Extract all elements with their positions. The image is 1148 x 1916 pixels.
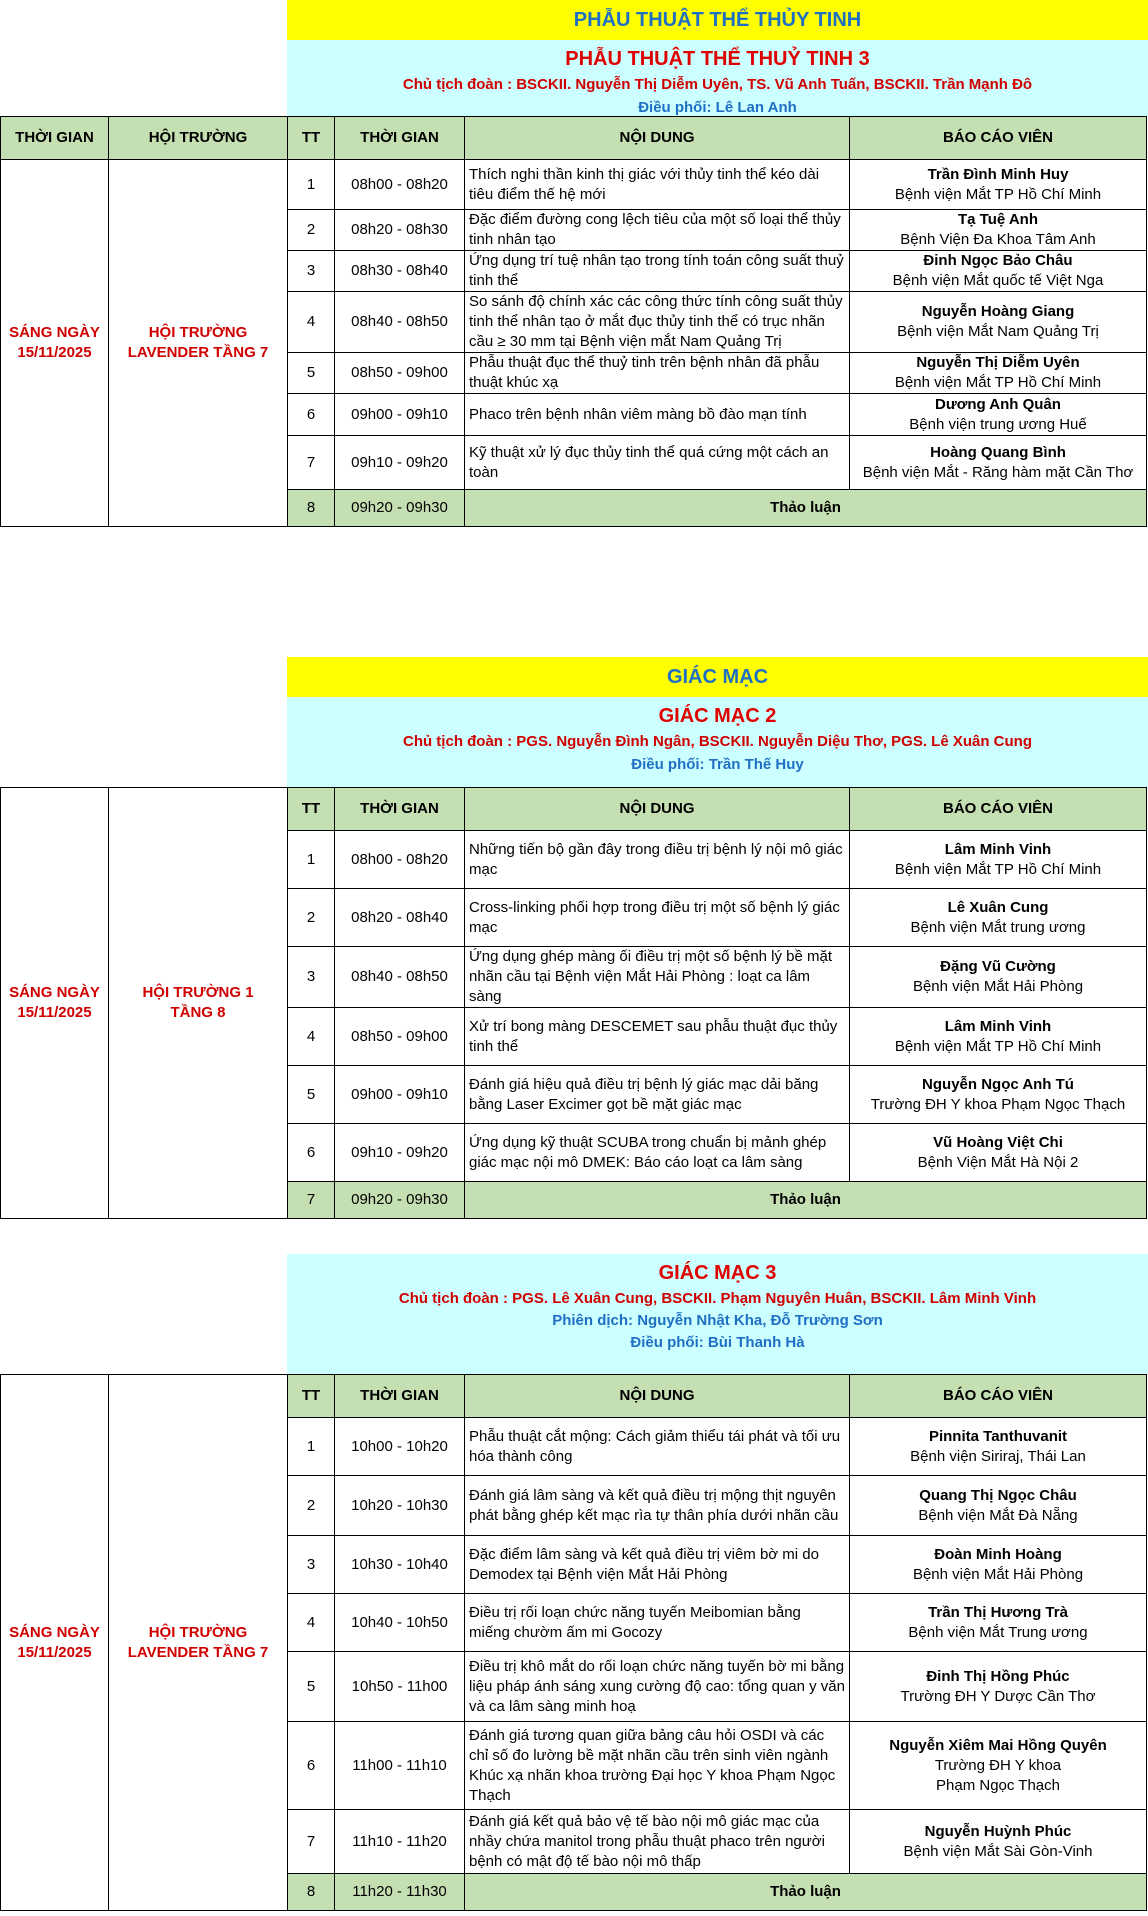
time-slot: 09h00 - 09h10	[335, 394, 465, 436]
time-slot: 08h50 - 09h00	[335, 353, 465, 394]
time-slot: 10h00 - 10h20	[335, 1418, 465, 1476]
speaker-organization: Bệnh viện Mắt Trung ương	[908, 1623, 1088, 1641]
column-header: HỘI TRƯỜNG	[109, 117, 288, 160]
column-header: BÁO CÁO VIÊN	[850, 788, 1147, 831]
session-title: GIÁC MẠC 2	[658, 705, 777, 727]
speaker-organization: Bệnh viện Mắt Nam Quảng Trị	[897, 323, 1099, 340]
speaker-name: Đặng Vũ Cường	[940, 958, 1056, 975]
time-slot: 08h40 - 08h50	[335, 947, 465, 1008]
speaker-name: Lâm Minh Vinh	[944, 1017, 1052, 1035]
speaker	[850, 1810, 1147, 1874]
talk-title: Đánh giá kết quả bảo vệ tế bào nội mô giác mạc của nhầy chứa manitol trong phẫu thuật phaco trên người bệnh có mật độ tế bào nội mô thấp	[465, 1810, 850, 1874]
item-number: 6	[288, 1722, 335, 1810]
talk-title: Ứng dụng trí tuệ nhân tạo trong tính toán công suất thuỷ tinh thể	[465, 251, 850, 292]
column-header: NỘI DUNG	[465, 1375, 850, 1418]
time-slot: 10h30 - 10h40	[335, 1536, 465, 1594]
time-slot: 11h20 - 11h30	[335, 1874, 465, 1911]
item-number: 7	[288, 1182, 335, 1219]
time-slot: 10h40 - 10h50	[335, 1594, 465, 1652]
column-header: THỜI GIAN	[335, 117, 465, 160]
speaker-organization: Trường ĐH Y khoa Phạm Ngọc Thạch	[934, 1756, 1062, 1794]
speaker-name: Quang Thị Ngọc Châu	[919, 1486, 1077, 1504]
item-number: 4	[288, 292, 335, 353]
time-slot: 08h00 - 08h20	[335, 831, 465, 889]
talk-title: Xử trí bong màng DESCEMET sau phẫu thuật đục thủy tinh thể	[465, 1008, 850, 1066]
speaker	[850, 831, 1147, 889]
speaker-organization: Bệnh viện Mắt Đà Nẵng	[918, 1506, 1078, 1524]
speaker-name: Nguyễn Hoàng Giang	[921, 303, 1075, 320]
item-number: 5	[288, 353, 335, 394]
column-header: THỜI GIAN	[335, 788, 465, 831]
session-header	[287, 1254, 1148, 1374]
session-header	[287, 697, 1148, 787]
talk-title: Phaco trên bệnh nhân viêm màng bồ đào mạn tính	[465, 394, 850, 436]
column-header: THỜI GIAN	[335, 1375, 465, 1418]
item-number: 8	[288, 1874, 335, 1911]
time-slot: 09h20 - 09h30	[335, 1182, 465, 1219]
time-slot: 08h30 - 08h40	[335, 251, 465, 292]
speaker	[850, 1594, 1147, 1652]
time-slot: 08h00 - 08h20	[335, 160, 465, 210]
speaker-organization: Bệnh viện Mắt Sài Gòn-Vinh	[903, 1842, 1093, 1860]
item-number: 3	[288, 947, 335, 1008]
speaker-name: Lê Xuân Cung	[947, 898, 1049, 916]
chair-line: Chủ tịch đoàn : BSCKII. Nguyễn Thị Diễm Uyên, TS. Vũ Anh Tuấn, BSCKII. Trần Mạnh Đô	[402, 76, 1033, 93]
talk-title: Điều trị khô mắt do rối loạn chức năng tuyến bờ mi bằng liệu pháp ánh sáng xung cường độ cao: tổng quan y văn và ca lâm sàng minh hoạ	[465, 1652, 850, 1722]
speaker-name: Đoàn Minh Hoàng	[934, 1545, 1062, 1563]
time-slot: 09h00 - 09h10	[335, 1066, 465, 1124]
coordinator-line: Điều phối: Trần Thế Huy	[631, 756, 804, 773]
talk-title: Đặc điểm đường cong lệch tiêu của một số loại thể thủy tinh nhân tạo	[465, 210, 850, 251]
speaker	[850, 889, 1147, 947]
time-slot: 09h10 - 09h20	[335, 436, 465, 490]
column-header: NỘI DUNG	[465, 117, 850, 160]
time-slot: 11h00 - 11h10	[335, 1722, 465, 1810]
speaker-organization: Bệnh viện Mắt Hải Phòng	[912, 978, 1084, 995]
speaker-organization: Bệnh viện Mắt TP Hồ Chí Minh	[894, 1037, 1102, 1055]
talk-title: Kỹ thuật xử lý đục thủy tinh thể quá cứng một cách an toàn	[465, 436, 850, 490]
interpreter-line: Phiên dịch: Nguyễn Nhật Kha, Đỗ Trường Sơn	[552, 1312, 883, 1329]
speaker	[850, 1124, 1147, 1182]
speaker-organization: Bệnh viện Mắt TP Hồ Chí Minh	[894, 374, 1102, 391]
speaker	[850, 1008, 1147, 1066]
header-row	[1, 1375, 1147, 1418]
speaker	[850, 1536, 1147, 1594]
session-hall: HỘI TRƯỜNG LAVENDER TẦNG 7	[109, 1375, 288, 1911]
item-number: 7	[288, 436, 335, 490]
talk-title: Thích nghi thần kinh thị giác với thủy tinh thể kéo dài tiêu điểm thế hệ mới	[465, 160, 850, 210]
time-slot: 09h20 - 09h30	[335, 490, 465, 527]
session-hall: HỘI TRƯỜNG 1 TẦNG 8	[109, 788, 288, 1219]
speaker-name: Trần Đình Minh Huy	[927, 165, 1069, 183]
speaker-name: Hoàng Quang Bình	[930, 443, 1066, 461]
speaker-organization: Bệnh viện Mắt TP Hồ Chí Minh	[894, 185, 1102, 203]
speaker	[850, 251, 1147, 292]
column-header: TT	[288, 117, 335, 160]
header-row	[1, 117, 1147, 160]
schedule-table	[0, 116, 1147, 527]
time-slot: 08h50 - 09h00	[335, 1008, 465, 1066]
talk-title: Đánh giá tương quan giữa bảng câu hỏi OSDI và các chỉ số đo lường bề mặt nhãn cầu trên sinh viên ngành Khúc xạ nhãn khoa trường Đại học Y khoa Phạm Ngọc Thạch	[465, 1722, 850, 1810]
chair-line: Chủ tịch đoàn : PGS. Lê Xuân Cung, BSCKII. Phạm Nguyên Huân, BSCKII. Lâm Minh Vinh	[398, 1290, 1037, 1307]
talk-title: Phẫu thuật cắt mộng: Cách giảm thiểu tái phát và tối ưu hóa thành công	[465, 1418, 850, 1476]
item-number: 8	[288, 490, 335, 527]
discussion-label: Thảo luận	[465, 490, 1147, 527]
talk-title: Ứng dụng ghép màng ối điều trị một số bệnh lý bề mặt nhãn cầu tại Bệnh viện Mắt Hải Phòng : loạt ca lâm sàng	[465, 947, 850, 1008]
speaker-organization: Bệnh viện Mắt Hải Phòng	[912, 1565, 1084, 1583]
chair-line: Chủ tịch đoàn : PGS. Nguyễn Đình Ngân, BSCKII. Nguyễn Diệu Thơ, PGS. Lê Xuân Cung	[402, 733, 1033, 750]
speaker	[850, 436, 1147, 490]
track-banner: GIÁC MẠC	[287, 657, 1148, 697]
item-number: 2	[288, 210, 335, 251]
speaker-organization: Bệnh viện trung ương Huế	[909, 415, 1087, 433]
discussion-label: Thảo luận	[465, 1182, 1147, 1219]
speaker-organization: Trường ĐH Y khoa Phạm Ngọc Thạch	[870, 1095, 1126, 1113]
column-header: BÁO CÁO VIÊN	[850, 1375, 1147, 1418]
item-number: 2	[288, 1476, 335, 1536]
speaker	[850, 947, 1147, 1008]
talk-title: So sánh độ chính xác các công thức tính công suất thủy tinh thể nhân tạo ở mắt đục thủy tinh thể có trục nhãn cầu ≥ 30 mm tại Bệnh viện mắt Nam Quảng Trị	[465, 292, 850, 353]
session-day: SÁNG NGÀY 15/11/2025	[1, 788, 109, 1219]
item-number: 2	[288, 889, 335, 947]
discussion-label: Thảo luận	[465, 1874, 1147, 1911]
speaker	[850, 1418, 1147, 1476]
track-banner: PHẪU THUẬT THỂ THỦY TINH	[287, 0, 1148, 40]
speaker	[850, 1722, 1147, 1810]
speaker	[850, 160, 1147, 210]
talk-title: Cross-linking phối hợp trong điều trị một số bệnh lý giác mạc	[465, 889, 850, 947]
speaker	[850, 1066, 1147, 1124]
time-slot: 09h10 - 09h20	[335, 1124, 465, 1182]
speaker-organization: Bệnh viện Mắt trung ương	[910, 918, 1086, 936]
speaker-organization: Bệnh Viện Mắt Hà Nội 2	[917, 1153, 1079, 1171]
time-slot: 08h40 - 08h50	[335, 292, 465, 353]
header-row	[1, 788, 1147, 831]
speaker-name: Nguyễn Ngọc Anh Tú	[922, 1075, 1074, 1093]
session-title: GIÁC MẠC 3	[658, 1262, 777, 1284]
speaker	[850, 1652, 1147, 1722]
speaker-name: Pinnita Tanthuvanit	[928, 1427, 1068, 1445]
item-number: 3	[288, 1536, 335, 1594]
speaker-name: Lâm Minh Vinh	[944, 840, 1052, 858]
speaker	[850, 1476, 1147, 1536]
item-number: 6	[288, 1124, 335, 1182]
speaker-organization: Bệnh viện Siriraj, Thái Lan	[910, 1447, 1086, 1465]
talk-title: Điều trị rối loạn chức năng tuyến Meibomian bằng miếng chườm ấm mi Gocozy	[465, 1594, 850, 1652]
session-header	[287, 40, 1148, 116]
schedule-table	[0, 787, 1147, 1219]
item-number: 3	[288, 251, 335, 292]
item-number: 1	[288, 1418, 335, 1476]
session-day: SÁNG NGÀY 15/11/2025	[1, 1375, 109, 1911]
column-header: THỜI GIAN	[1, 117, 109, 160]
speaker-name: Nguyễn Xiêm Mai Hồng Quyên	[889, 1736, 1107, 1754]
speaker-organization: Bệnh viện Mắt TP Hồ Chí Minh	[894, 860, 1102, 878]
speaker	[850, 353, 1147, 394]
talk-title: Đánh giá hiệu quả điều trị bệnh lý giác mạc dải băng bằng Laser Excimer gọt bề mặt giác mạc	[465, 1066, 850, 1124]
speaker-organization: Bệnh Viện Đa Khoa Tâm Anh	[900, 231, 1096, 248]
speaker	[850, 394, 1147, 436]
item-number: 6	[288, 394, 335, 436]
column-header: BÁO CÁO VIÊN	[850, 117, 1147, 160]
session-title: PHẪU THUẬT THỂ THUỶ TINH 3	[565, 48, 870, 70]
speaker-organization: Bệnh viện Mắt - Răng hàm mặt Cần Thơ	[862, 463, 1134, 481]
talk-title: Phẫu thuật đục thể thuỷ tinh trên bệnh nhân đã phẫu thuật khúc xạ	[465, 353, 850, 394]
item-number: 5	[288, 1066, 335, 1124]
speaker	[850, 210, 1147, 251]
coordinator-line: Điều phối: Bùi Thanh Hà	[630, 1334, 805, 1351]
speaker-name: Tạ Tuệ Anh	[958, 211, 1038, 228]
item-number: 5	[288, 1652, 335, 1722]
column-header: TT	[288, 788, 335, 831]
table-row	[1, 160, 1147, 210]
speaker-organization: Bệnh viện Mắt quốc tế Việt Nga	[892, 272, 1104, 289]
coordinator-line: Điều phối: Lê Lan Anh	[638, 99, 797, 116]
speaker-name: Đinh Thị Hồng Phúc	[926, 1667, 1070, 1685]
time-slot: 11h10 - 11h20	[335, 1810, 465, 1874]
speaker-name: Vũ Hoàng Việt Chi	[933, 1133, 1063, 1151]
speaker-name: Nguyễn Huỳnh Phúc	[924, 1822, 1072, 1840]
schedule-table	[0, 1374, 1147, 1911]
talk-title: Ứng dụng kỹ thuật SCUBA trong chuẩn bị mảnh ghép giác mạc nội mô DMEK: Báo cáo loạt ca lâm sàng	[465, 1124, 850, 1182]
item-number: 4	[288, 1008, 335, 1066]
talk-title: Đánh giá lâm sàng và kết quả điều trị mộng thịt nguyên phát bằng ghép kết mạc rìa tự thân phía dưới nhãn cầu	[465, 1476, 850, 1536]
speaker-name: Trần Thị Hương Trà	[928, 1603, 1068, 1621]
talk-title: Những tiến bộ gần đây trong điều trị bệnh lý nội mô giác mạc	[465, 831, 850, 889]
speaker-name: Nguyễn Thị Diễm Uyên	[916, 354, 1080, 371]
speaker-name: Dương Anh Quân	[935, 395, 1061, 413]
speaker-name: Đinh Ngọc Bảo Châu	[923, 252, 1073, 269]
item-number: 1	[288, 160, 335, 210]
speaker-organization: Trường ĐH Y Dược Cần Thơ	[900, 1687, 1096, 1705]
time-slot: 10h20 - 10h30	[335, 1476, 465, 1536]
time-slot: 08h20 - 08h40	[335, 889, 465, 947]
time-slot: 10h50 - 11h00	[335, 1652, 465, 1722]
speaker	[850, 292, 1147, 353]
column-header: TT	[288, 1375, 335, 1418]
item-number: 1	[288, 831, 335, 889]
item-number: 7	[288, 1810, 335, 1874]
item-number: 4	[288, 1594, 335, 1652]
session-day: SÁNG NGÀY 15/11/2025	[1, 160, 109, 527]
column-header: NỘI DUNG	[465, 788, 850, 831]
talk-title: Đặc điểm lâm sàng và kết quả điều trị viêm bờ mi do Demodex tại Bệnh viện Mắt Hải Phòng	[465, 1536, 850, 1594]
session-hall: HỘI TRƯỜNG LAVENDER TẦNG 7	[109, 160, 288, 527]
time-slot: 08h20 - 08h30	[335, 210, 465, 251]
